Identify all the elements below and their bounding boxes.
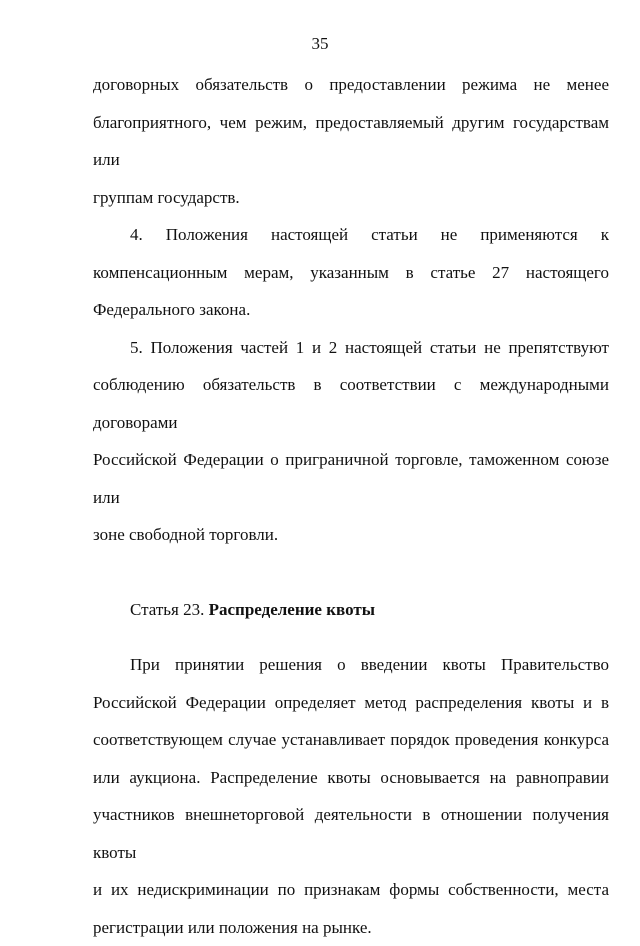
text-line: и их недискриминации по признакам формы собственности, места: [93, 871, 609, 909]
text-line: договорных обязательств о предоставлении режима не менее: [93, 66, 609, 104]
text-line: соблюдению обязательств в соответствии с международными договорами: [93, 366, 609, 441]
page-number: 35: [0, 34, 640, 54]
article-heading: [93, 591, 609, 629]
text-line: соответствующем случае устанавливает порядок проведения конкурса: [93, 721, 609, 759]
text-line: 4. Положения настоящей статьи не применяются к: [93, 216, 609, 254]
text-line: или аукциона. Распределение квоты основывается на равноправии: [93, 759, 609, 797]
article-label: Статья 23.: [130, 600, 204, 619]
text-line: 5. Положения частей 1 и 2 настоящей статьи не препятствуют: [93, 329, 609, 367]
text-line: При принятии решения о введении квоты Правительство: [93, 646, 609, 684]
text-line: Российской Федерации о приграничной торговле, таможенном союзе или: [93, 441, 609, 516]
text-line: Российской Федерации определяет метод распределения квоты и в: [93, 684, 609, 722]
text-line: компенсационным мерам, указанным в статье 27 настоящего: [93, 254, 609, 292]
paragraph-item-4: [93, 216, 609, 329]
text-line: регистрации или положения на рынке.: [93, 909, 609, 946]
text-line: Федерального закона.: [93, 291, 609, 329]
text-line: участников внешнеторговой деятельности в отношении получения квоты: [93, 796, 609, 871]
article-paragraph: [93, 646, 609, 946]
text-line: зоне свободной торговли.: [93, 516, 609, 554]
article-title: Распределение квоты: [209, 600, 375, 619]
document-body: [93, 66, 609, 946]
text-line: группам государств.: [93, 179, 609, 217]
paragraph-item-5: [93, 329, 609, 554]
text-line: благоприятного, чем режим, предоставляемый другим государствам или: [93, 104, 609, 179]
paragraph-continuation: [93, 66, 609, 216]
